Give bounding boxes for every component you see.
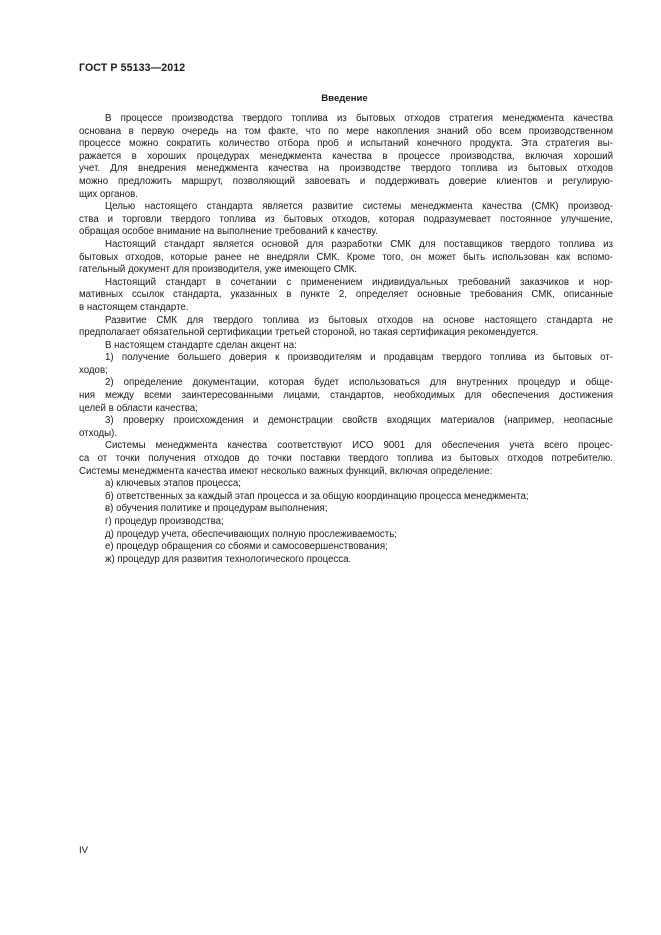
paragraph	[79, 352, 613, 377]
text-line: мативных ссылок стандарта, указанных в пункте 2, определяет основные требования СМК, описанные	[79, 289, 613, 301]
list-item: г) процедур производства;	[105, 516, 224, 527]
text-line: ражается в хороших процедурах менеджмента качества в процессе производства, включая хороший	[79, 150, 613, 162]
paragraph	[79, 377, 613, 415]
text-line: предполагает обязательной сертификации третьей стороной, но такая сертификация рекомендуется.	[79, 327, 539, 339]
text-line: бытовых отходов, которые ранее не внедряли СМК. Кроме того, он может быть использован как вспомо-	[79, 251, 613, 263]
text-line: Системы менеджмента качества имеют несколько важных функций, включая определение:	[79, 465, 493, 477]
text-line: отходы).	[79, 427, 118, 439]
text-line: ния между всеми заинтересованными лицами, стандартов, необходимых для обеспечения достижения	[79, 390, 613, 402]
body-text	[79, 113, 613, 566]
text-line: Системы менеджмента качества соответствуют ИСО 9001 для обеспечения учета всего процес-	[105, 440, 613, 452]
text-line: 2) определение документации, которая будет использоваться для внутренних процедур и обще-	[105, 377, 613, 389]
list-item: в) обучения политике и процедурам выполнения;	[105, 503, 328, 515]
text-line: са от точки получения отходов до точки поставки твердого топлива из бытовых отходов потребителю.	[79, 453, 613, 465]
paragraph	[79, 415, 613, 440]
list-item: д) процедур учета, обеспечивающих полную прослеживаемость;	[105, 528, 397, 540]
text-line: Целью настоящего стандарта является развитие системы менеджмента качества (СМК) производ-	[105, 201, 613, 213]
text-line: В процессе производства твердого топлива из бытовых отходов стратегия менеджмента качества	[105, 113, 613, 124]
text-line: основана в первую очередь на том факте, что по мере накопления знаний обо всем производственном	[79, 125, 613, 137]
paragraph	[79, 201, 613, 239]
text-line: В настоящем стандарте сделан акцент на:	[105, 339, 297, 351]
text-line: в настоящем стандарте.	[79, 301, 189, 313]
paragraph	[79, 277, 613, 315]
text-line: ства и торговли твердого топлива из бытовых отходов, которая подразумевает постоянное улучшение,	[79, 213, 613, 225]
text-line: процессе можно сократить количество отбора проб и испытаний конечного продукта. Эта стратегия вы-	[79, 138, 613, 150]
text-line: можно предложить маршрут, позволяющий завоевать и поддерживать доверие клиентов и регулирую-	[79, 175, 613, 187]
document-header: ГОСТ Р 55133—2012	[79, 62, 186, 74]
text-line: гательный документ для производителя, уже имеющего СМК.	[79, 264, 357, 276]
text-line: Настоящий стандарт в сочетании с применением индивидуальных требований заказчиков и нор-	[105, 276, 613, 288]
paragraph	[79, 440, 613, 478]
paragraph	[79, 239, 613, 277]
paragraph	[79, 113, 613, 201]
text-line: Настоящий стандарт является основой для разработки СМК для поставщиков твердого топлива из	[105, 238, 613, 250]
text-line: ходов;	[79, 364, 108, 376]
list-item: е) процедур обращения со сбоями и самосовершенствования;	[105, 541, 388, 553]
text-line: щих органов.	[79, 188, 138, 200]
list-item: ж) процедур для развития технологического процесса.	[105, 553, 352, 565]
page-number: IV	[79, 845, 89, 856]
text-line: 1) получение большего доверия к производителям и продавцам твердого топлива из бытовых от-	[105, 352, 613, 364]
section-title: Введение	[321, 93, 368, 104]
text-line: Развитие СМК для твердого топлива из бытовых отходов на основе настоящего стандарта не	[105, 314, 613, 326]
text-line: обращая особое внимание на выполнение требований к качеству.	[79, 226, 378, 238]
paragraph	[79, 340, 613, 353]
list-item: а) ключевых этапов процесса;	[105, 478, 241, 490]
text-line: 3) проверку происхождения и демонстрации свойств входящих материалов (например, неопасные	[105, 415, 613, 427]
text-line: учет. Для внедрения менеджмента качества на производстве твердого топлива из бытовых отходов	[79, 163, 613, 175]
list-item: б) ответственных за каждый этап процесса и за общую координацию процесса менеджмента;	[105, 490, 529, 502]
paragraph	[79, 315, 613, 340]
text-line: целей в области качества;	[79, 402, 198, 414]
